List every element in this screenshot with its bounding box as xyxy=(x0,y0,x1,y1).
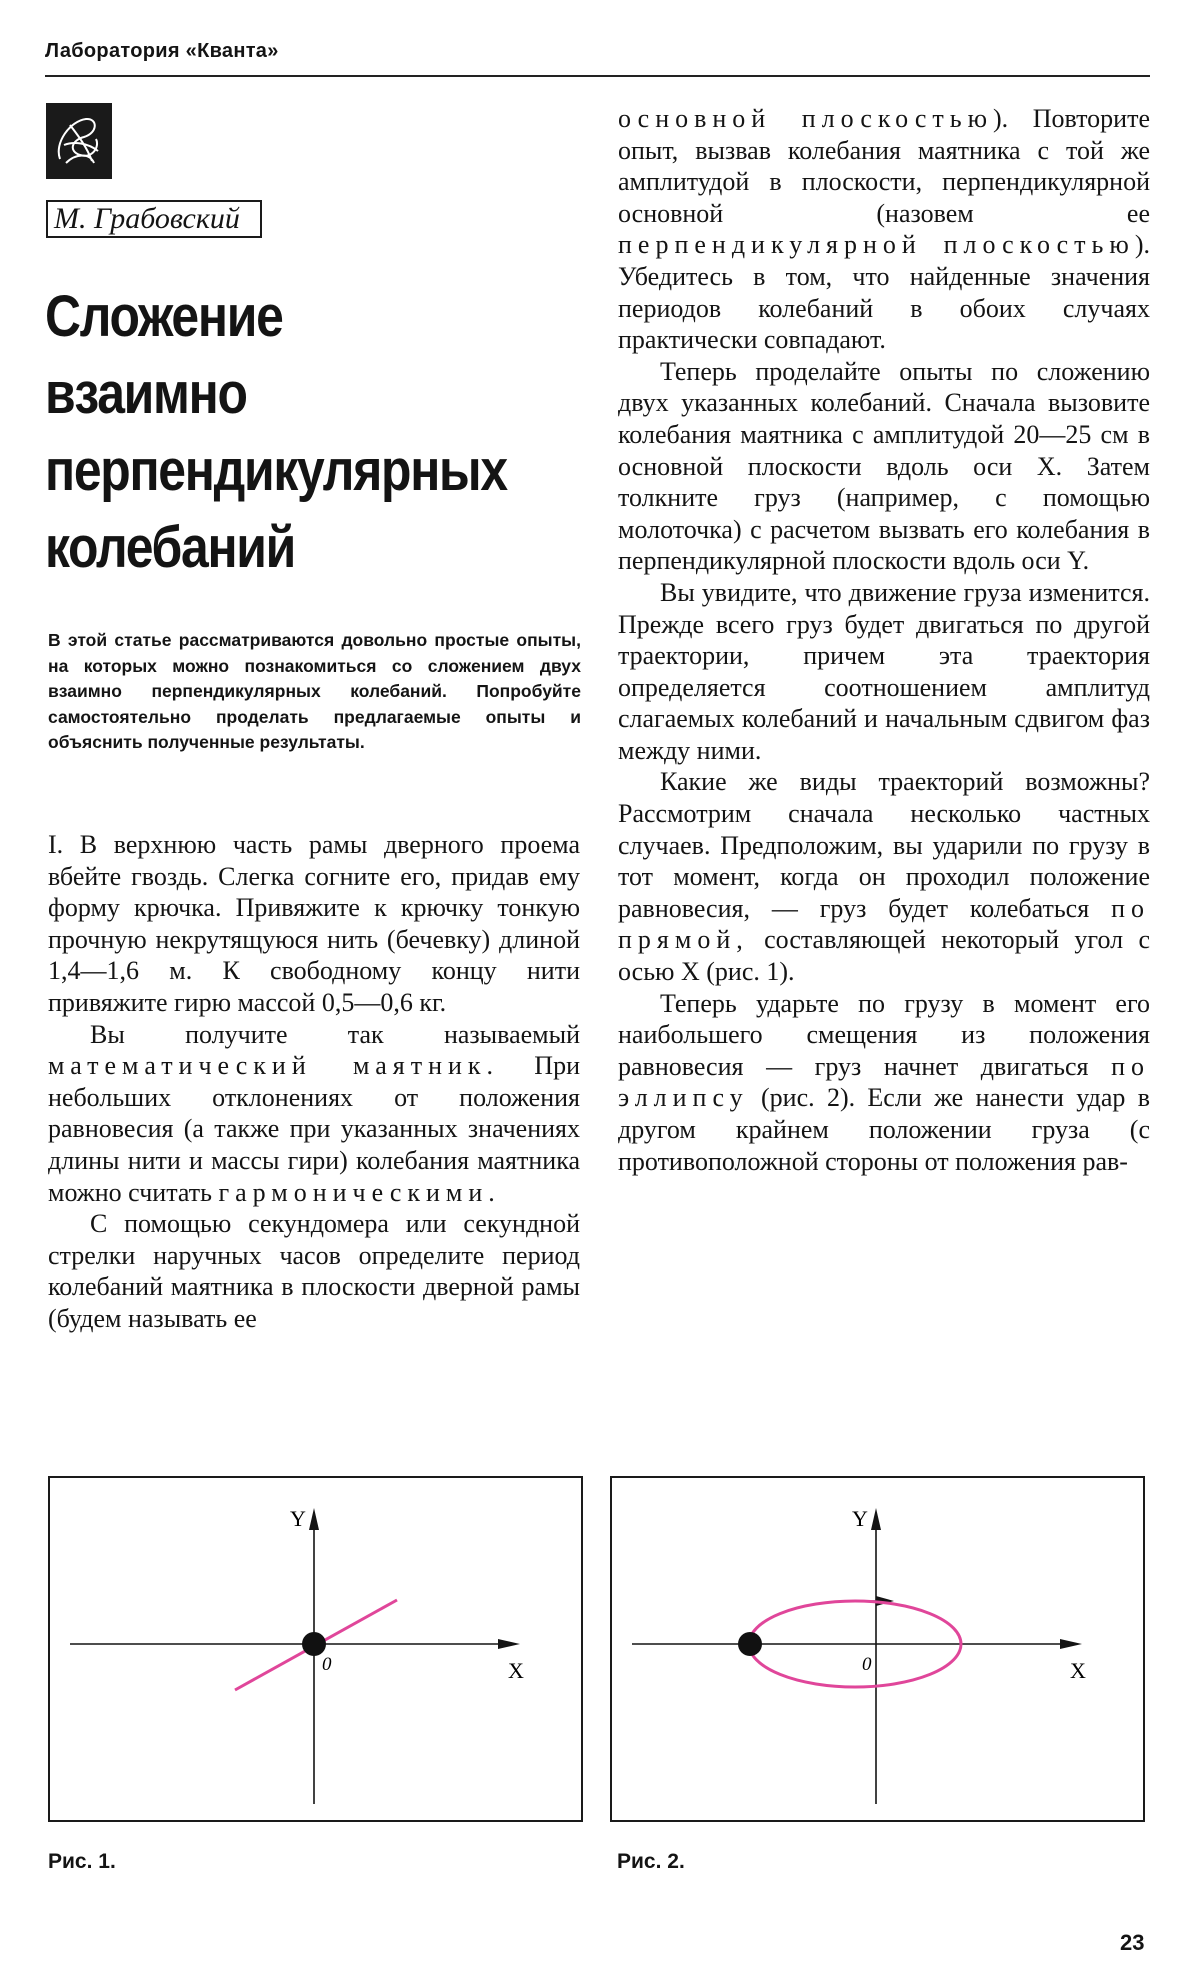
figure-1 xyxy=(48,1476,583,1822)
figure-1-diagram xyxy=(50,1478,581,1820)
text-run: ). Повторите опыт, вызвав колебания маятника с той же амплитудой в плоскости, перпендикулярной основной (назовем ее xyxy=(618,104,1150,228)
article-title xyxy=(45,278,509,586)
spaced-term: перпендикулярной плоскостью xyxy=(618,230,1135,260)
rubric-logo xyxy=(46,103,112,179)
right-column xyxy=(618,103,1150,1177)
spaced-term: по прямой, xyxy=(618,893,1150,955)
running-head: Лаборатория «Кванта» xyxy=(45,40,279,62)
left-column xyxy=(48,829,580,1335)
paragraph: I. В верхнюю часть рамы дверного проема вбейте гвоздь. Слегка согните его, придав ему форму крючка. Привяжите к крючку тонкую прочную некрутящуюся нить (бечевку) длиной 1,4—1,6 м. К свободному концу нити привяжите гирю массой 0,5—0,6 кг. xyxy=(48,830,580,1017)
header-rule xyxy=(45,75,1150,77)
paragraph xyxy=(618,766,1150,987)
text-run: При небольших отклонениях от положения равновесия (а также при указанных значениях длины нити и массы гири) колебания маятника можно считать xyxy=(48,1051,580,1207)
y-axis-arrow-icon xyxy=(309,1508,319,1530)
text-run: ). Убедитесь в том, что найденные значения периодов колебаний в обоих случаях практически совпадают. xyxy=(618,230,1150,355)
paragraph: Вы увидите, что движение груза изменится. Прежде всего груз будет двигаться по другой траектории, причем эта траектория определяется соотношением амплитуд слагаемых колебаний и начальным сдвигом фаз между ними. xyxy=(618,577,1150,765)
x-axis-arrow-icon xyxy=(1060,1639,1082,1649)
text-run: (рис. 2). Если же нанести удар в другом крайнем положении груза (с противоположной стороны от положения рав- xyxy=(618,1083,1150,1176)
article-lead: В этой статье рассматриваются довольно простые опыты, на которых можно познакомиться со сложением двух взаимно перпендикулярных колебаний. Попробуйте самостоятельно проделать предлагаемые опыты и объяснить полученные результаты. xyxy=(48,630,581,752)
paragraph-split xyxy=(48,1208,580,1334)
title-line: взаимно xyxy=(45,361,247,426)
origin-label: 0 xyxy=(322,1654,332,1675)
figure-1-caption: Рис. 1. xyxy=(48,1850,116,1873)
text-run: С помощью секундомера или секундной стрелки наручных часов определите период колебаний маятника в плоскости дверной рамы (будем называть ее xyxy=(48,1209,580,1333)
pendulum-bob xyxy=(738,1632,762,1656)
title-line: Сложение xyxy=(45,284,283,349)
spaced-term: основной плоскостью xyxy=(618,104,994,133)
paragraph: Теперь проделайте опыты по сложению двух указанных колебаний. Сначала вызовите колебания маятника с амплитудой 20—25 см в основной плоскости вдоль оси X. Затем толкните груз (например, с помощью молоточка) с расчетом вызвать его колебания в перпендикулярной плоскости вдоль оси Y. xyxy=(618,356,1150,576)
author-name: М. Грабовский xyxy=(46,200,262,238)
figure-2 xyxy=(610,1476,1145,1822)
title-line: перпендикулярных xyxy=(45,438,507,503)
x-axis-label: X xyxy=(508,1658,524,1683)
pendulum-bob xyxy=(302,1632,326,1656)
text-run: Вы получите так называемый xyxy=(90,1019,580,1049)
text-run: составляющей некоторый угол с осью X (рис. 1). xyxy=(618,925,1150,987)
paragraph xyxy=(618,988,1150,1178)
page-number: 23 xyxy=(1120,1930,1145,1955)
text-run: Какие же виды траекторий возможны? Рассмотрим сначала несколько частных случаев. Предположим, вы ударили по грузу в тот момент, когда он проходил положение равновесия, — груз будет колебаться xyxy=(618,767,1150,923)
spaced-term: математический маятник. xyxy=(48,1051,500,1081)
y-axis-label: Y xyxy=(852,1506,868,1531)
paragraph xyxy=(48,1019,580,1209)
origin-label: 0 xyxy=(862,1654,872,1675)
paragraph-continued xyxy=(618,103,1150,356)
x-axis-arrow-icon xyxy=(498,1639,520,1649)
lab-emblem-icon xyxy=(46,103,112,179)
figure-2-diagram xyxy=(612,1478,1143,1820)
y-axis-label: Y xyxy=(290,1506,306,1531)
spaced-term: гармоническими. xyxy=(218,1177,501,1207)
text-run: Теперь ударьте по грузу в момент его наибольшего смещения из положения равновесия — груз начнет двигаться xyxy=(618,988,1150,1081)
title-line: колебаний xyxy=(45,515,296,580)
x-axis-label: X xyxy=(1070,1658,1086,1683)
figure-2-caption: Рис. 2. xyxy=(617,1850,685,1873)
spaced-term: по эллипсу xyxy=(618,1051,1150,1113)
y-axis-arrow-icon xyxy=(871,1508,881,1530)
